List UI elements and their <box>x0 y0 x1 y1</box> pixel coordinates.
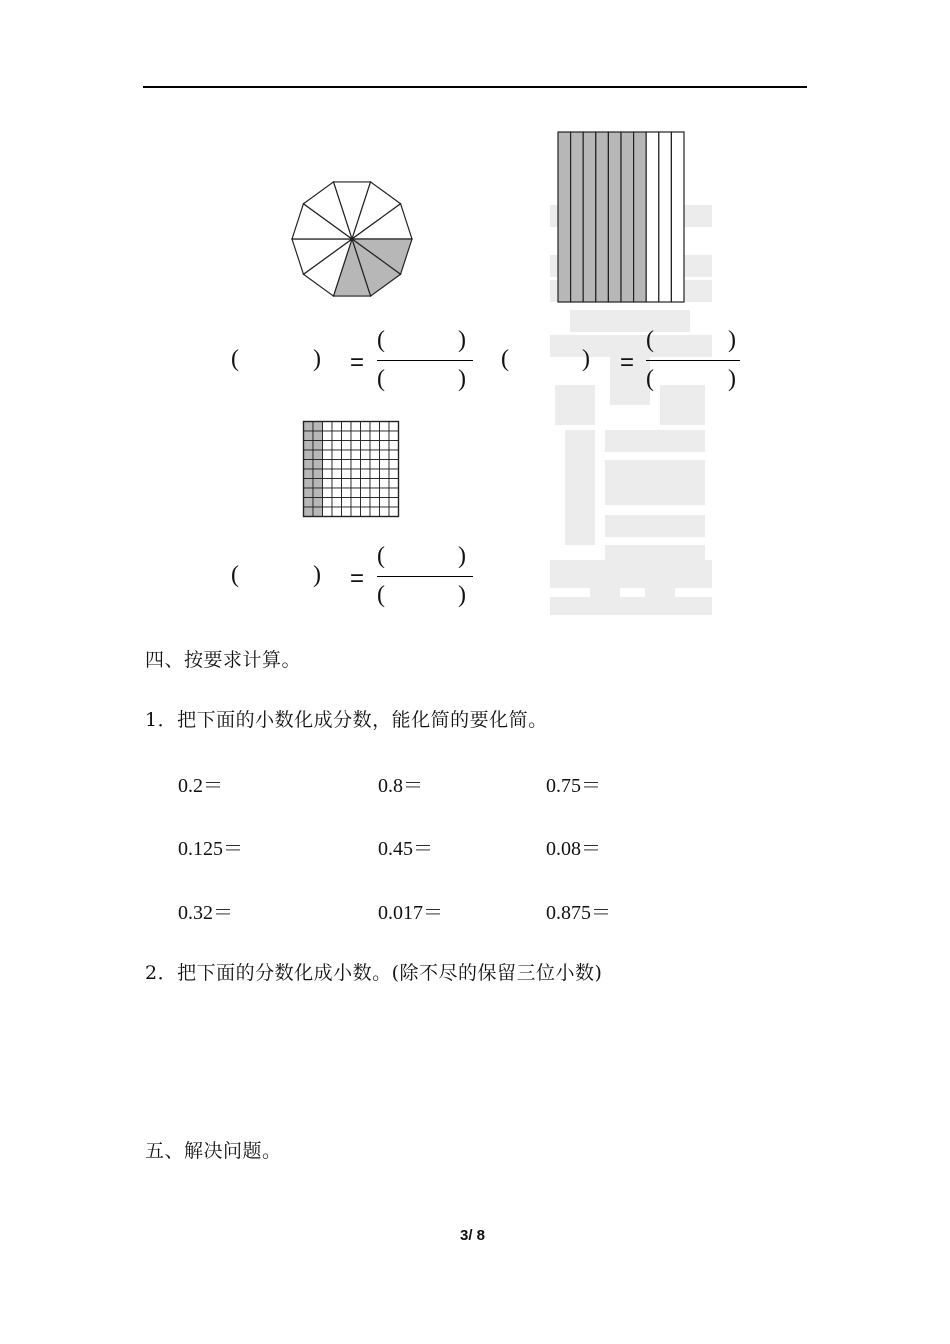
numerator-open: ( <box>377 543 385 569</box>
shaded-cell <box>304 498 314 508</box>
denominator-open: ( <box>646 366 654 392</box>
shaded-strip <box>558 132 571 302</box>
grid-cell <box>370 488 380 498</box>
grid-cell <box>332 460 342 470</box>
shaded-cell <box>304 488 314 498</box>
grid-cell <box>380 488 390 498</box>
grid-cell <box>342 441 352 451</box>
grid-cell <box>332 422 342 432</box>
answer-close-paren: ) <box>313 346 321 372</box>
grid-cell <box>380 469 390 479</box>
grid-cell <box>370 441 380 451</box>
grid-cell <box>380 507 390 517</box>
grid-cell <box>323 460 333 470</box>
grid-cell <box>351 469 361 479</box>
grid-cell <box>332 479 342 489</box>
grid-cell <box>351 441 361 451</box>
answer-open-paren: ( <box>231 346 239 372</box>
grid-cell <box>370 431 380 441</box>
answer-close-paren: ) <box>582 346 590 372</box>
grid-cell <box>323 469 333 479</box>
section-4-title: 四、按要求计算。 <box>145 649 302 671</box>
grid-cell <box>389 460 399 470</box>
grid-cell <box>361 488 371 498</box>
grid-cell <box>323 441 333 451</box>
answer-close-paren: ) <box>313 562 321 588</box>
grid-cell <box>323 450 333 460</box>
expression: 0.125＝ <box>178 838 243 860</box>
equals-sign: = <box>350 565 365 592</box>
grid-cell <box>389 479 399 489</box>
grid-cell <box>323 431 333 441</box>
shaded-strip <box>583 132 596 302</box>
grid-cell <box>389 507 399 517</box>
grid-cell <box>342 450 352 460</box>
shaded-cell <box>313 431 323 441</box>
page-number: 3/ 8 <box>460 1227 486 1244</box>
shaded-cell <box>313 441 323 451</box>
shaded-cell <box>313 479 323 489</box>
grid-cell <box>389 469 399 479</box>
grid-cell <box>351 488 361 498</box>
grid-cell <box>370 498 380 508</box>
decagon-figure <box>290 178 414 300</box>
grid-cell <box>361 479 371 489</box>
bars-figure <box>556 131 686 303</box>
expression: 0.2＝ <box>178 775 223 797</box>
strip <box>659 132 672 302</box>
grid-cell <box>370 479 380 489</box>
grid-cell <box>361 469 371 479</box>
fraction-bar <box>646 360 740 361</box>
shaded-cell <box>313 469 323 479</box>
shaded-cell <box>304 422 314 432</box>
shaded-cell <box>313 488 323 498</box>
shaded-cell <box>313 422 323 432</box>
grid-cell <box>332 431 342 441</box>
grid-cell <box>351 479 361 489</box>
fraction-bar <box>377 360 473 361</box>
grid-cell <box>351 460 361 470</box>
denominator-open: ( <box>377 366 385 392</box>
grid-cell <box>332 498 342 508</box>
grid-cell <box>351 498 361 508</box>
grid-cell <box>361 422 371 432</box>
expression: 0.017＝ <box>378 902 443 924</box>
grid-cell <box>389 441 399 451</box>
expression: 0.45＝ <box>378 838 433 860</box>
grid-cell <box>332 469 342 479</box>
grid-cell <box>380 498 390 508</box>
denominator-close: ) <box>458 582 466 608</box>
grid-cell <box>370 460 380 470</box>
grid-cell <box>361 450 371 460</box>
section-5-title: 五、解决问题。 <box>145 1140 282 1162</box>
shaded-cell <box>304 507 314 517</box>
shaded-strip <box>621 132 634 302</box>
grid-cell <box>380 431 390 441</box>
grid-cell <box>351 507 361 517</box>
shaded-cell <box>304 450 314 460</box>
grid-cell <box>370 469 380 479</box>
numerator-open: ( <box>377 327 385 353</box>
grid-cell <box>389 422 399 432</box>
header-rule <box>143 86 807 88</box>
expression: 0.75＝ <box>546 775 601 797</box>
grid-cell <box>323 479 333 489</box>
shaded-cell <box>313 498 323 508</box>
shaded-cell <box>304 441 314 451</box>
grid-cell <box>342 460 352 470</box>
numerator-close: ) <box>458 327 466 353</box>
grid-cell <box>380 441 390 451</box>
answer-open-paren: ( <box>231 562 239 588</box>
grid-cell <box>389 498 399 508</box>
grid-cell <box>351 450 361 460</box>
grid-cell <box>342 507 352 517</box>
grid-cell <box>370 507 380 517</box>
answer-open-paren: ( <box>501 346 509 372</box>
grid-cell <box>361 441 371 451</box>
grid-cell <box>380 479 390 489</box>
grid-cell <box>361 498 371 508</box>
shaded-strip <box>571 132 584 302</box>
strip <box>646 132 659 302</box>
grid-cell <box>323 422 333 432</box>
grid-cell <box>342 498 352 508</box>
shaded-strip <box>608 132 621 302</box>
shaded-cell <box>304 479 314 489</box>
grid-cell <box>332 441 342 451</box>
grid-cell <box>332 507 342 517</box>
grid-cell <box>332 450 342 460</box>
grid-cell <box>323 488 333 498</box>
grid-cell <box>380 422 390 432</box>
grid-cell <box>332 488 342 498</box>
denominator-open: ( <box>377 582 385 608</box>
shaded-strip <box>596 132 609 302</box>
numerator-close: ) <box>728 327 736 353</box>
grid-cell <box>361 507 371 517</box>
grid-cell <box>342 469 352 479</box>
grid-cell <box>342 479 352 489</box>
expression: 0.8＝ <box>378 775 423 797</box>
numerator-close: ) <box>458 543 466 569</box>
fraction-bar <box>377 576 473 577</box>
shaded-cell <box>313 450 323 460</box>
shaded-cell <box>304 460 314 470</box>
grid-cell <box>389 450 399 460</box>
expression: 0.32＝ <box>178 902 233 924</box>
shaded-cell <box>313 507 323 517</box>
grid-cell <box>323 507 333 517</box>
question-1-text: 1．把下面的小数化成分数，能化简的要化简。 <box>145 709 548 731</box>
expression: 0.875＝ <box>546 902 611 924</box>
strip <box>671 132 684 302</box>
grid-cell <box>370 450 380 460</box>
grid-cell <box>370 422 380 432</box>
equals-sign: = <box>350 349 365 376</box>
equals-sign: = <box>620 349 635 376</box>
grid-cell <box>361 460 371 470</box>
grid-cell <box>323 498 333 508</box>
grid-cell <box>389 488 399 498</box>
grid-cell <box>342 431 352 441</box>
grid-cell <box>380 450 390 460</box>
shaded-cell <box>304 431 314 441</box>
grid-cell <box>351 422 361 432</box>
shaded-cell <box>304 469 314 479</box>
expression: 0.08＝ <box>546 838 601 860</box>
grid-cell <box>361 431 371 441</box>
shaded-strip <box>634 132 647 302</box>
question-2-text: 2．把下面的分数化成小数。(除不尽的保留三位小数) <box>145 962 603 984</box>
grid-cell <box>380 460 390 470</box>
grid-cell <box>389 431 399 441</box>
grid-cell <box>342 488 352 498</box>
shaded-cell <box>313 460 323 470</box>
numerator-open: ( <box>646 327 654 353</box>
grid-cell <box>351 431 361 441</box>
denominator-close: ) <box>728 366 736 392</box>
denominator-close: ) <box>458 366 466 392</box>
grid-figure <box>302 420 400 518</box>
grid-cell <box>342 422 352 432</box>
